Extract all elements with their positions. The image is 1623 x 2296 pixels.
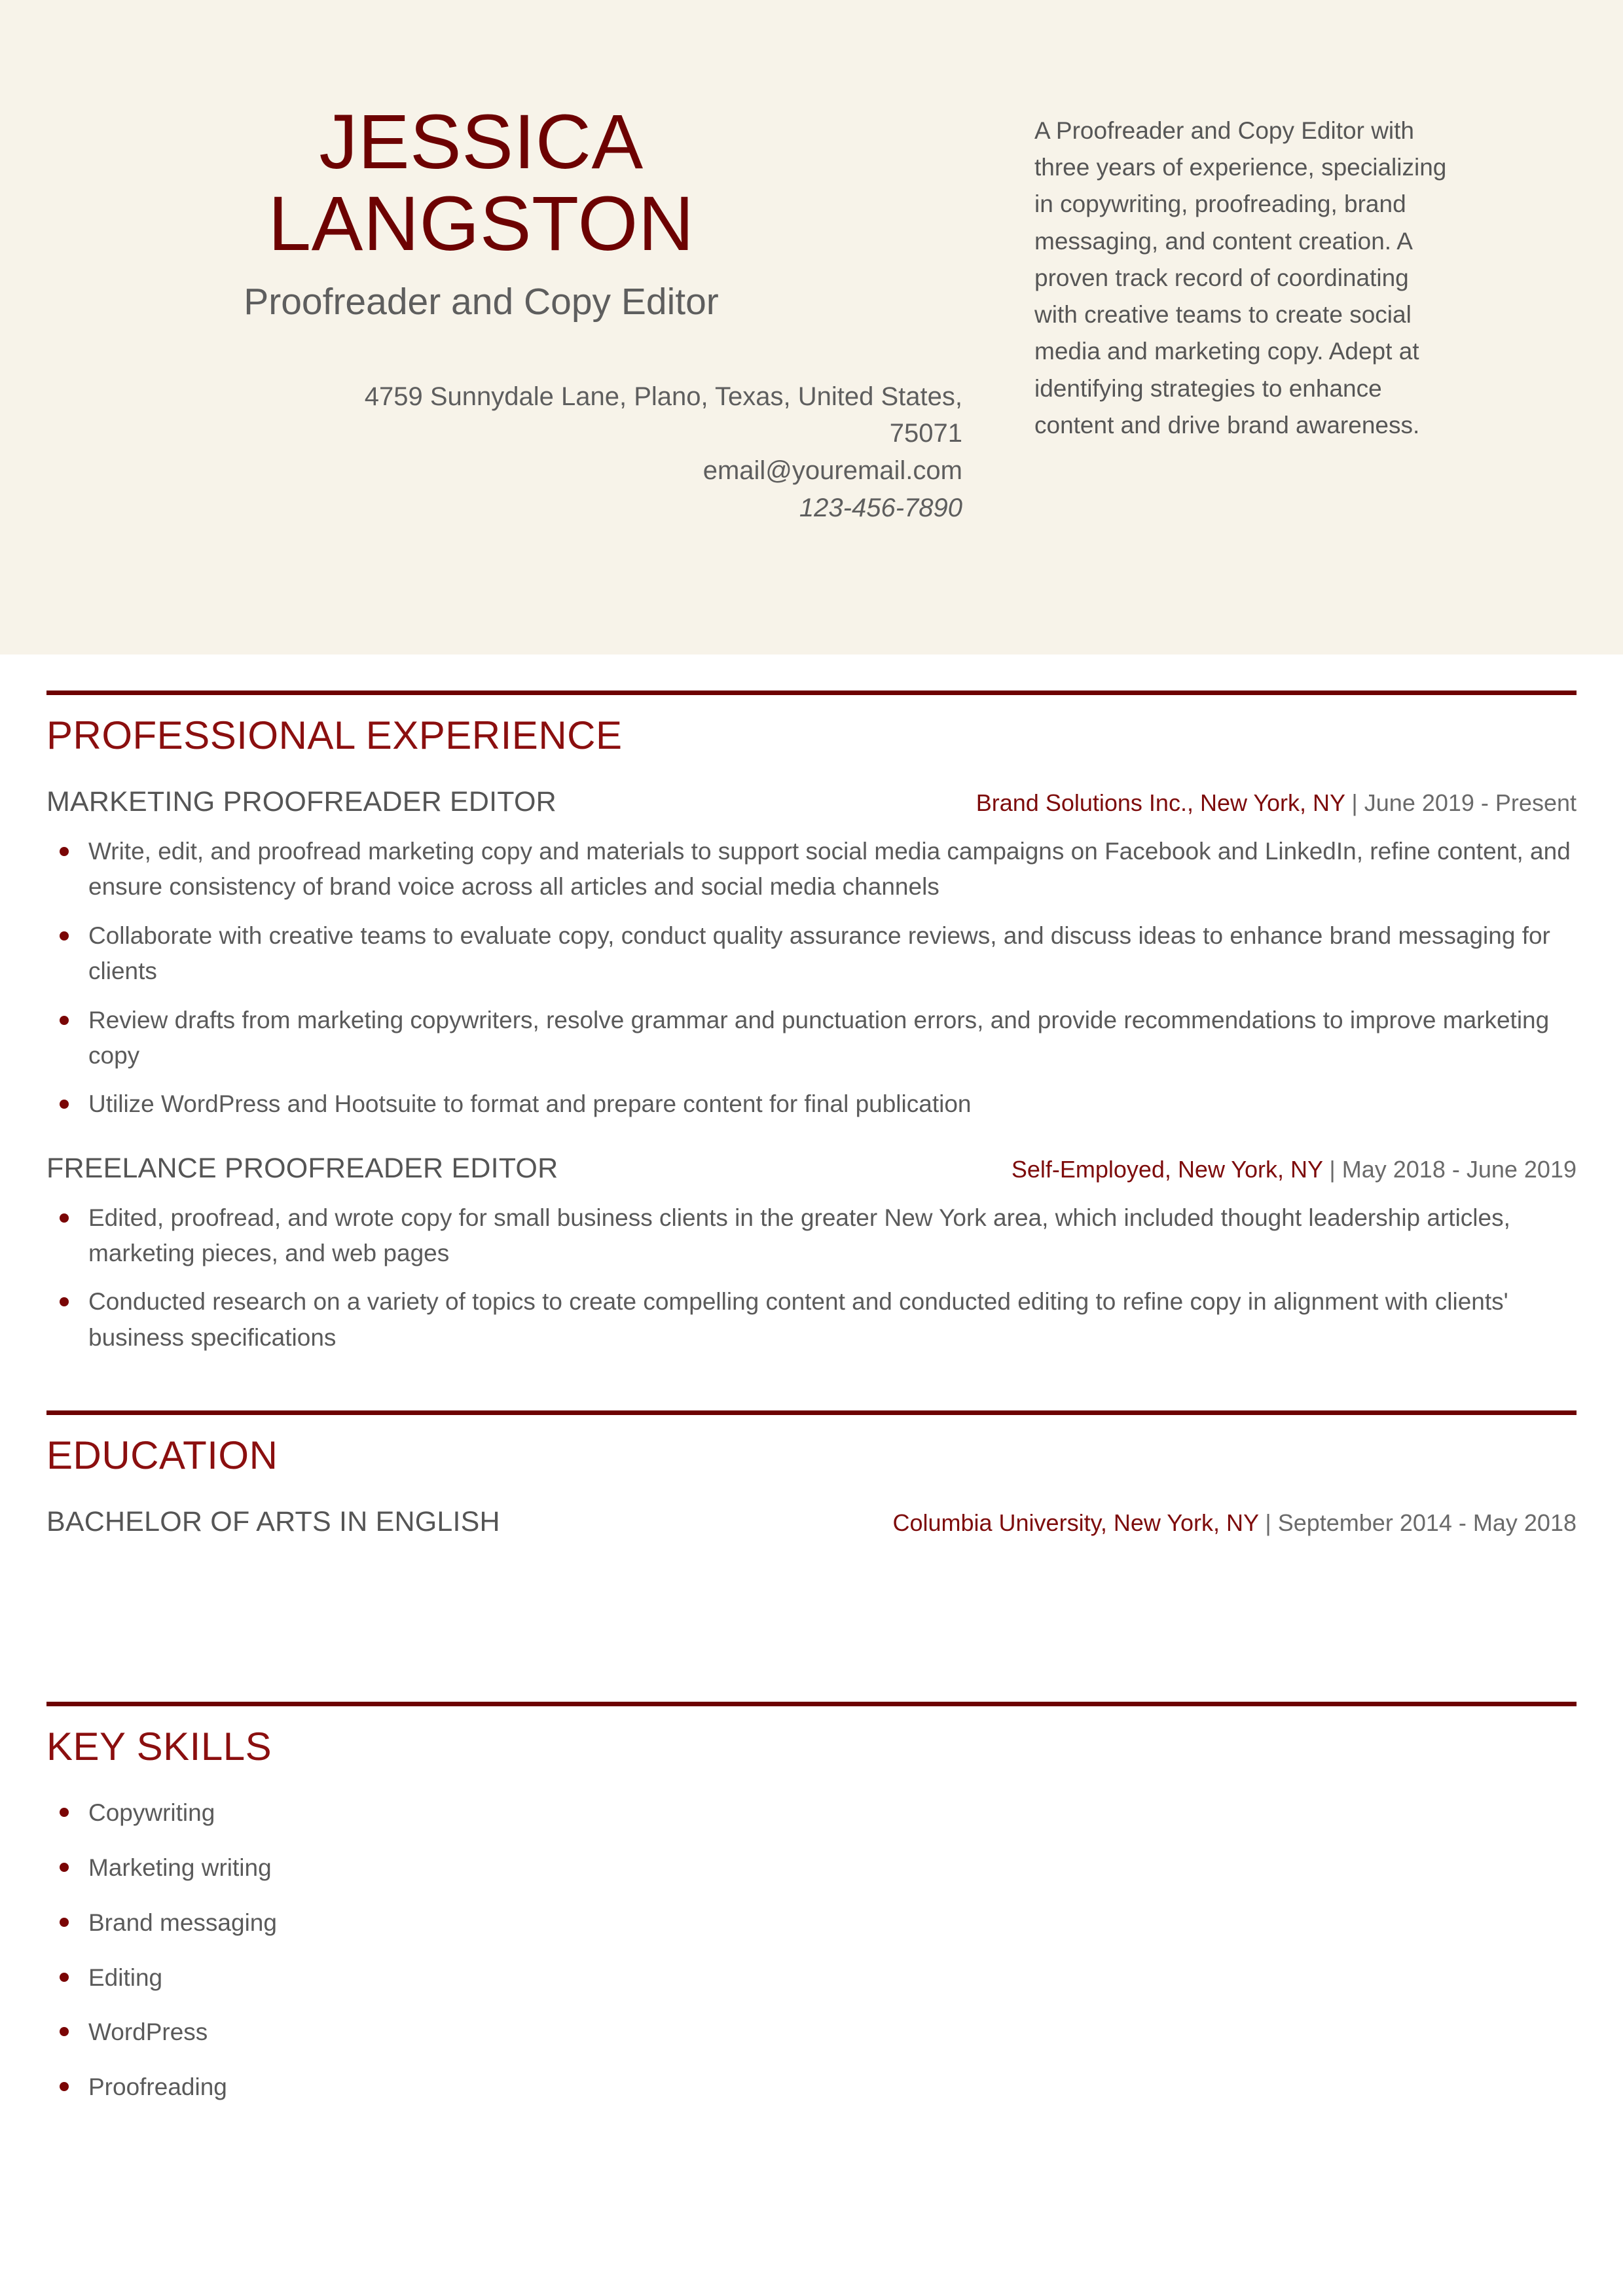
- experience-meta: [976, 789, 1577, 817]
- contact-email[interactable]: email@youremail.com: [702, 456, 962, 486]
- experience-job-title: FREELANCE PROOFREADER EDITOR: [46, 1152, 558, 1184]
- experience-bullet-list: [46, 834, 1577, 1122]
- name-block: [0, 101, 962, 325]
- list-item: Utilize WordPress and Hootsuite to format and prepare content for final publication: [46, 1086, 1577, 1122]
- experience-organization: Brand Solutions Inc., New York, NY: [976, 789, 1345, 816]
- list-item: Editing: [46, 1961, 1577, 1995]
- experience-dates: | May 2018 - June 2019: [1322, 1155, 1577, 1183]
- list-item: Review drafts from marketing copywriters, resolve grammar and punctuation errors, and provide recommendations to improve marketing copy: [46, 1003, 1577, 1074]
- professional-summary: A Proofreader and Copy Editor with three years of experience, specializing in copywriting, proofreading, brand messaging, and content creation. A proven track record of coordinating with creative teams to create social media and marketing copy. Adept at identifying strategies to enhance content and drive brand awareness.: [1034, 117, 1447, 439]
- first-name: JESSICA: [319, 99, 644, 185]
- resume-header: [0, 0, 1623, 655]
- contact-address-line-2: 75071: [889, 419, 962, 448]
- section-key-skills: [46, 1702, 1577, 2104]
- contact-phone[interactable]: 123-456-7890: [799, 493, 962, 522]
- last-name: LANGSTON: [268, 181, 695, 268]
- section-title-key-skills: KEY SKILLS: [46, 1725, 272, 1769]
- section-education: [46, 1410, 1577, 1538]
- education-dates: | September 2014 - May 2018: [1258, 1509, 1577, 1537]
- header-summary-column: [1034, 0, 1623, 444]
- list-item: Proofreading: [46, 2070, 1577, 2104]
- section-divider-rule: [46, 1702, 1577, 1706]
- experience-organization: Self-Employed, New York, NY: [1011, 1155, 1323, 1183]
- header-identity-column: [0, 0, 1034, 527]
- list-item: Conducted research on a variety of topics to create compelling content and conducted editing to refine copy in alignment with clients' business specifications: [46, 1284, 1577, 1355]
- education-degree-title: BACHELOR OF ARTS IN ENGLISH: [46, 1506, 500, 1538]
- education-entry: [46, 1506, 1577, 1538]
- list-item: Copywriting: [46, 1796, 1577, 1830]
- education-meta: [892, 1509, 1577, 1537]
- experience-dates: | June 2019 - Present: [1345, 789, 1577, 816]
- job-role-subtitle: Proofreader and Copy Editor: [244, 281, 719, 323]
- section-title-education: EDUCATION: [46, 1433, 278, 1478]
- contact-address-line-1: 4759 Sunnydale Lane, Plano, Texas, United States,: [364, 382, 962, 411]
- experience-meta: [1012, 1156, 1577, 1183]
- list-item: Edited, proofread, and wrote copy for small business clients in the greater New York area, which included thought leadership articles, marketing pieces, and web pages: [46, 1200, 1577, 1272]
- list-item: Collaborate with creative teams to evaluate copy, conduct quality assurance reviews, and discuss ideas to enhance brand messaging for clients: [46, 918, 1577, 990]
- section-professional-experience: [46, 691, 1577, 1355]
- experience-bullet-list: [46, 1200, 1577, 1356]
- contact-block: [0, 378, 962, 527]
- resume-body: [0, 655, 1623, 2104]
- experience-entry: [46, 1153, 1577, 1185]
- education-institution: Columbia University, New York, NY: [892, 1509, 1259, 1537]
- list-item: Marketing writing: [46, 1851, 1577, 1885]
- experience-entry: [46, 786, 1577, 818]
- key-skills-list: [46, 1796, 1577, 2104]
- list-item: Brand messaging: [46, 1906, 1577, 1940]
- list-item: WordPress: [46, 2015, 1577, 2049]
- section-divider-rule: [46, 691, 1577, 695]
- list-item: Write, edit, and proofread marketing copy and materials to support social media campaigns on Facebook and LinkedIn, refine content, and ensure consistency of brand voice across all articles and social media channels: [46, 834, 1577, 905]
- experience-job-title: MARKETING PROOFREADER EDITOR: [46, 786, 556, 817]
- section-title-experience: PROFESSIONAL EXPERIENCE: [46, 713, 623, 757]
- section-divider-rule: [46, 1410, 1577, 1415]
